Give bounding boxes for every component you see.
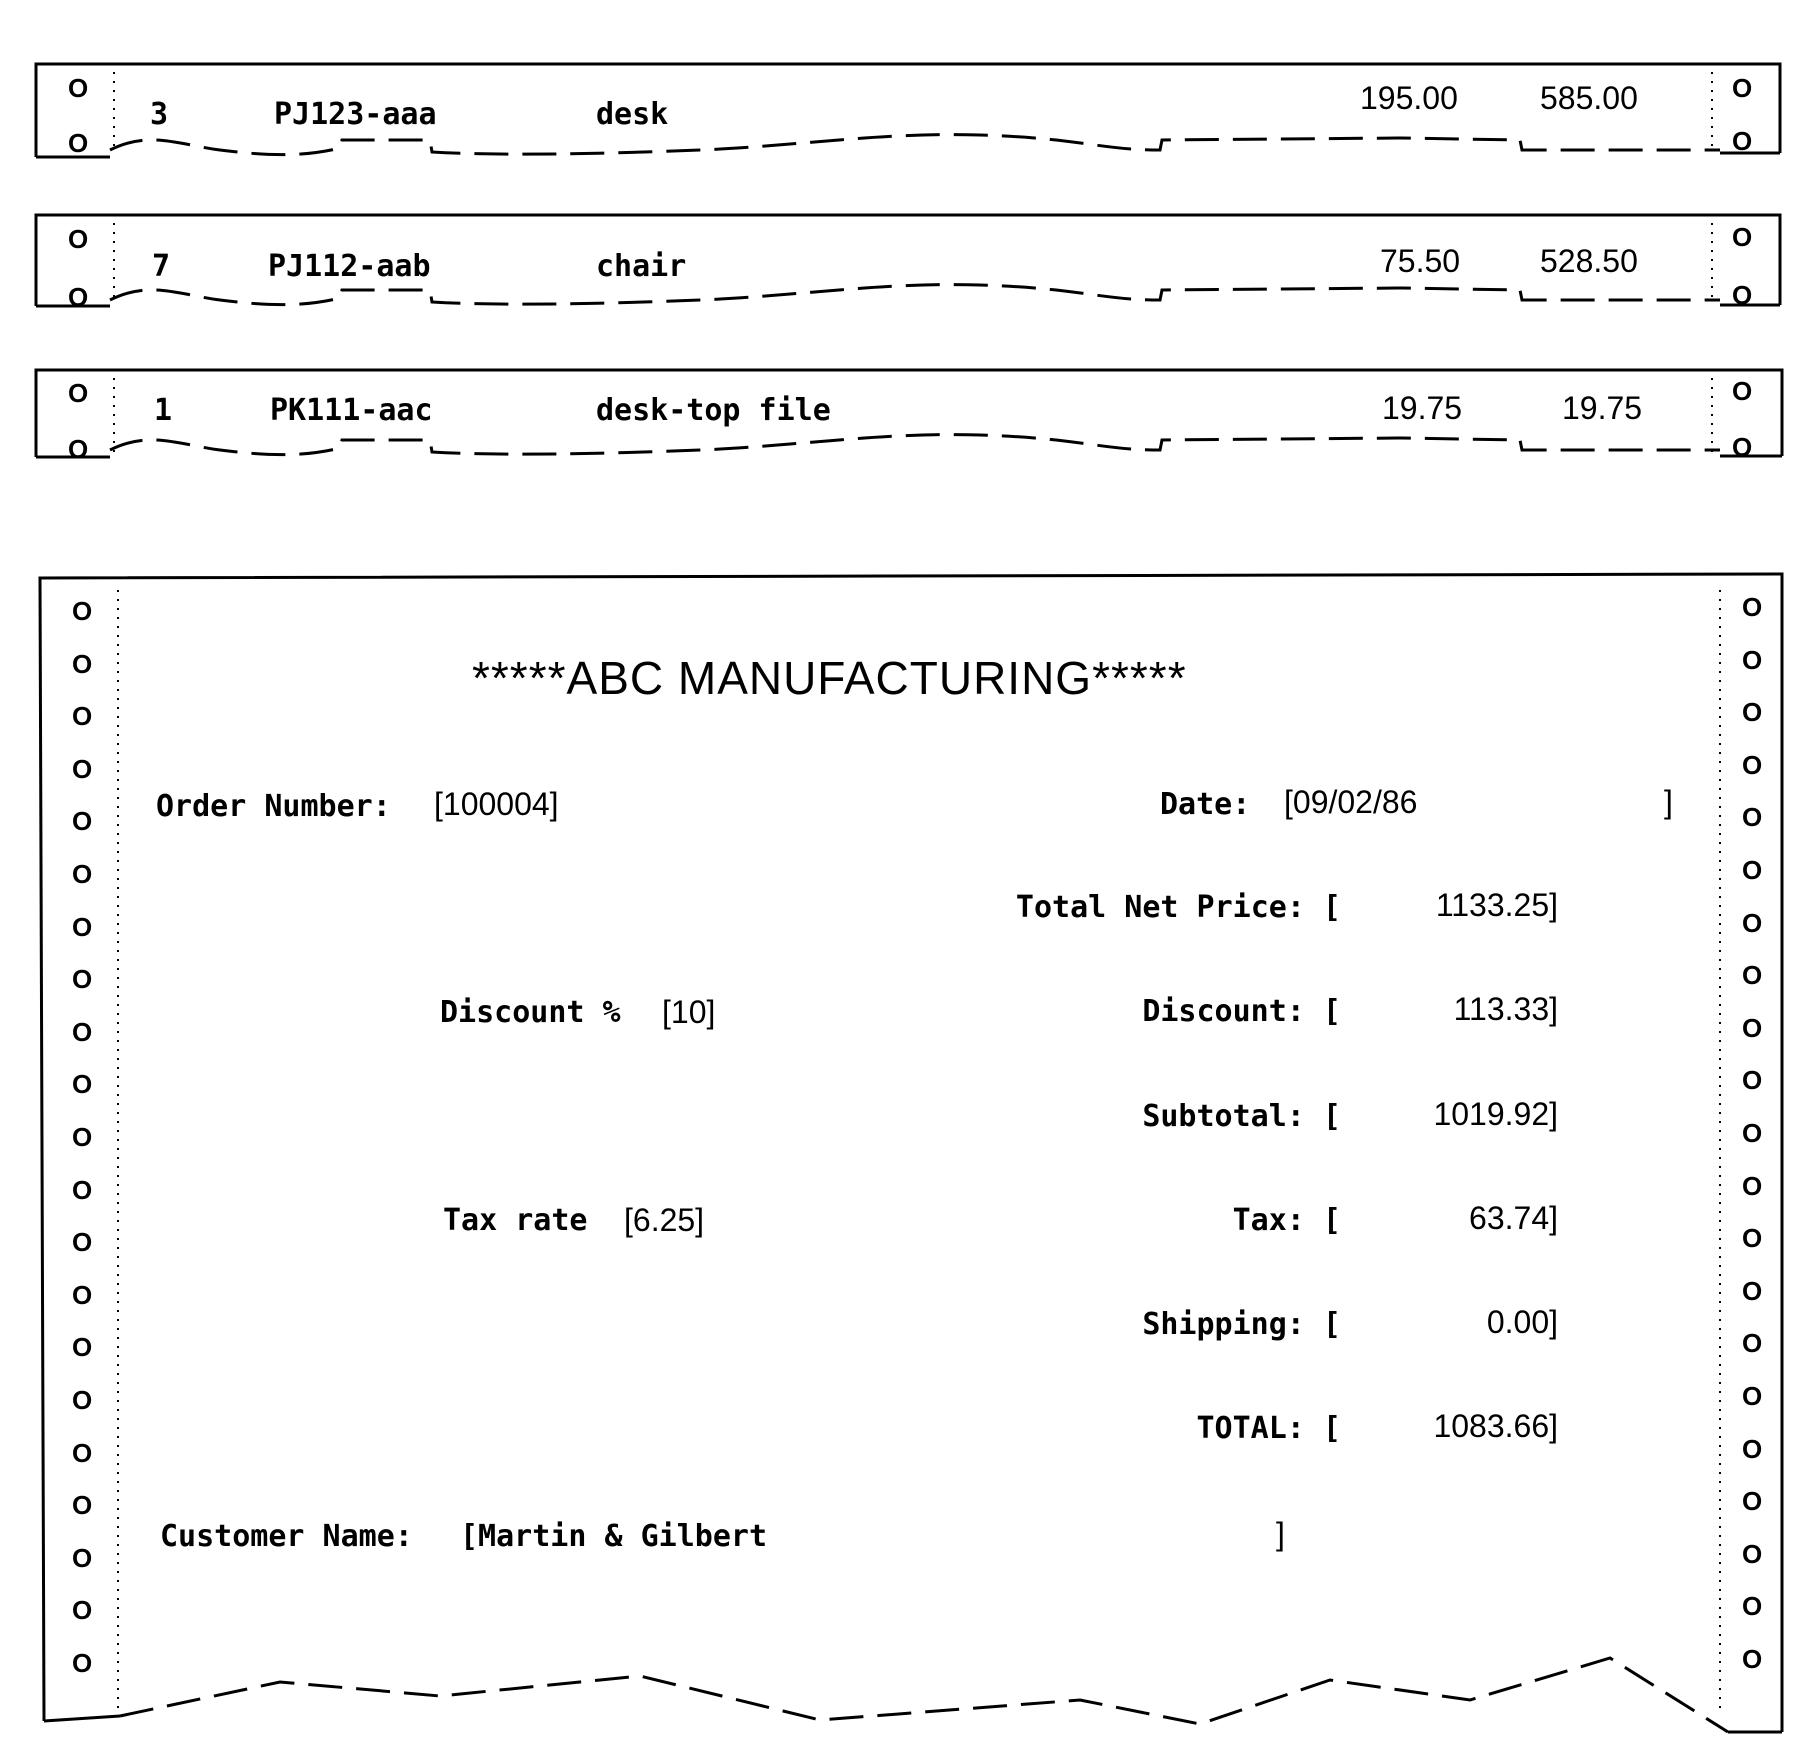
feed-hole-icon: O xyxy=(72,1543,93,1573)
feed-hole-icon: O xyxy=(1742,1223,1763,1253)
feed-hole-icon: O xyxy=(72,649,93,679)
item-description: desk-top file xyxy=(596,393,831,428)
tax-rate-field: [6.25] xyxy=(624,1202,705,1238)
feed-hole-icon: O xyxy=(1742,1591,1763,1621)
feed-hole-icon: O xyxy=(72,806,93,836)
customer-name-field-close: ] xyxy=(1276,1516,1285,1552)
feed-hole-icon: O xyxy=(72,859,93,889)
feed-hole-icon: O xyxy=(72,596,93,626)
discount-label: Discount: [ xyxy=(1142,994,1341,1029)
feed-hole-icon: O xyxy=(1742,802,1763,832)
subtotal-label: Subtotal: [ xyxy=(1142,1099,1341,1134)
item-qty: 3 xyxy=(150,97,169,132)
feed-hole-icon: O xyxy=(1742,908,1763,938)
item-unit-price: 195.00 xyxy=(1360,80,1458,116)
feed-hole-icon: O xyxy=(68,282,89,312)
feed-hole-icon: O xyxy=(68,128,89,158)
item-part-number: PJ123-aaa xyxy=(274,97,437,132)
feed-hole-icon: O xyxy=(1732,280,1753,310)
feed-hole-icon: O xyxy=(68,73,89,103)
feed-hole-icon: O xyxy=(1732,376,1753,406)
item-unit-price: 75.50 xyxy=(1380,243,1461,279)
item-description: chair xyxy=(596,249,687,284)
feed-hole-icon: O xyxy=(72,1017,93,1047)
item-part-number: PJ112-aab xyxy=(268,249,431,284)
grand-total-label: TOTAL: [ xyxy=(1196,1411,1341,1446)
discount-percent-label: Discount % xyxy=(440,995,621,1030)
feed-hole-icon: O xyxy=(1742,592,1763,622)
feed-hole-icon: O xyxy=(1732,126,1753,156)
feed-hole-icon: O xyxy=(72,1648,93,1678)
feed-hole-icon: O xyxy=(72,1227,93,1257)
feed-hole-icon: O xyxy=(1742,750,1763,780)
feed-hole-icon: O xyxy=(1742,1434,1763,1464)
feed-hole-icon: O xyxy=(72,1122,93,1152)
tax-rate-label: Tax rate xyxy=(443,1203,588,1238)
order-number-field: [100004] xyxy=(434,786,559,822)
feed-hole-icon: O xyxy=(1742,1644,1763,1674)
feed-hole-icon: O xyxy=(1742,1065,1763,1095)
discount-field: 113.33] xyxy=(1453,991,1558,1027)
discount-percent-field: [10] xyxy=(662,994,716,1030)
feed-hole-icon: O xyxy=(72,1490,93,1520)
feed-hole-icon: O xyxy=(72,912,93,942)
item-qty: 1 xyxy=(154,393,173,428)
feed-hole-icon: O xyxy=(1742,1118,1763,1148)
customer-name-label: Customer Name: xyxy=(160,1519,413,1554)
feed-hole-icon: O xyxy=(72,1595,93,1625)
total-net-price-label: Total Net Price: [ xyxy=(1015,890,1341,925)
feed-hole-icon: O xyxy=(1742,1171,1763,1201)
total-net-price-field: 1133.25] xyxy=(1435,887,1558,923)
feed-hole-icon: O xyxy=(68,434,89,464)
date-label: Date: xyxy=(1160,787,1251,822)
feed-hole-icon: O xyxy=(72,701,93,731)
date-field: [09/02/86 xyxy=(1284,784,1418,820)
customer-name-field: [Martin & Gilbert xyxy=(460,1519,768,1554)
feed-hole-icon: O xyxy=(72,964,93,994)
subtotal-field: 1019.92] xyxy=(1433,1096,1558,1132)
item-qty: 7 xyxy=(152,249,171,284)
feed-hole-icon: O xyxy=(72,1069,93,1099)
feed-hole-icon: O xyxy=(1742,855,1763,885)
feed-hole-icon: O xyxy=(1742,645,1763,675)
feed-hole-icon: O xyxy=(1742,697,1763,727)
feed-hole-icon: O xyxy=(1742,1381,1763,1411)
feed-hole-icon: O xyxy=(1732,73,1753,103)
tax-field: 63.74] xyxy=(1469,1200,1558,1236)
item-unit-price: 19.75 xyxy=(1382,390,1463,426)
item-part-number: PK111-aac xyxy=(270,393,433,428)
feed-hole-icon: O xyxy=(72,754,93,784)
item-amount: 528.50 xyxy=(1540,243,1638,279)
feed-hole-icon: O xyxy=(72,1332,93,1362)
item-amount: 585.00 xyxy=(1540,80,1638,116)
feed-hole-icon: O xyxy=(72,1385,93,1415)
item-amount: 19.75 xyxy=(1562,390,1643,426)
shipping-label: Shipping: [ xyxy=(1142,1307,1341,1342)
feed-hole-icon: O xyxy=(1742,1013,1763,1043)
feed-hole-icon: O xyxy=(1732,432,1753,462)
tax-label: Tax: [ xyxy=(1232,1203,1341,1238)
date-field-close: ] xyxy=(1664,784,1673,820)
company-title: *****ABC MANUFACTURING***** xyxy=(472,652,1187,704)
feed-hole-icon: O xyxy=(1742,1328,1763,1358)
order-number-label: Order Number: xyxy=(156,789,391,824)
feed-hole-icon: O xyxy=(1742,1276,1763,1306)
feed-hole-icon: O xyxy=(68,224,89,254)
grand-total-field: 1083.66] xyxy=(1433,1408,1558,1444)
feed-hole-icon: O xyxy=(1742,1486,1763,1516)
feed-hole-icon: O xyxy=(68,378,89,408)
feed-hole-icon: O xyxy=(72,1280,93,1310)
feed-hole-icon: O xyxy=(1742,960,1763,990)
shipping-field: 0.00] xyxy=(1486,1304,1558,1340)
feed-hole-icon: O xyxy=(1732,222,1753,252)
item-description: desk xyxy=(596,97,669,132)
feed-hole-icon: O xyxy=(1742,1539,1763,1569)
feed-hole-icon: O xyxy=(72,1175,93,1205)
feed-hole-icon: O xyxy=(72,1438,93,1468)
